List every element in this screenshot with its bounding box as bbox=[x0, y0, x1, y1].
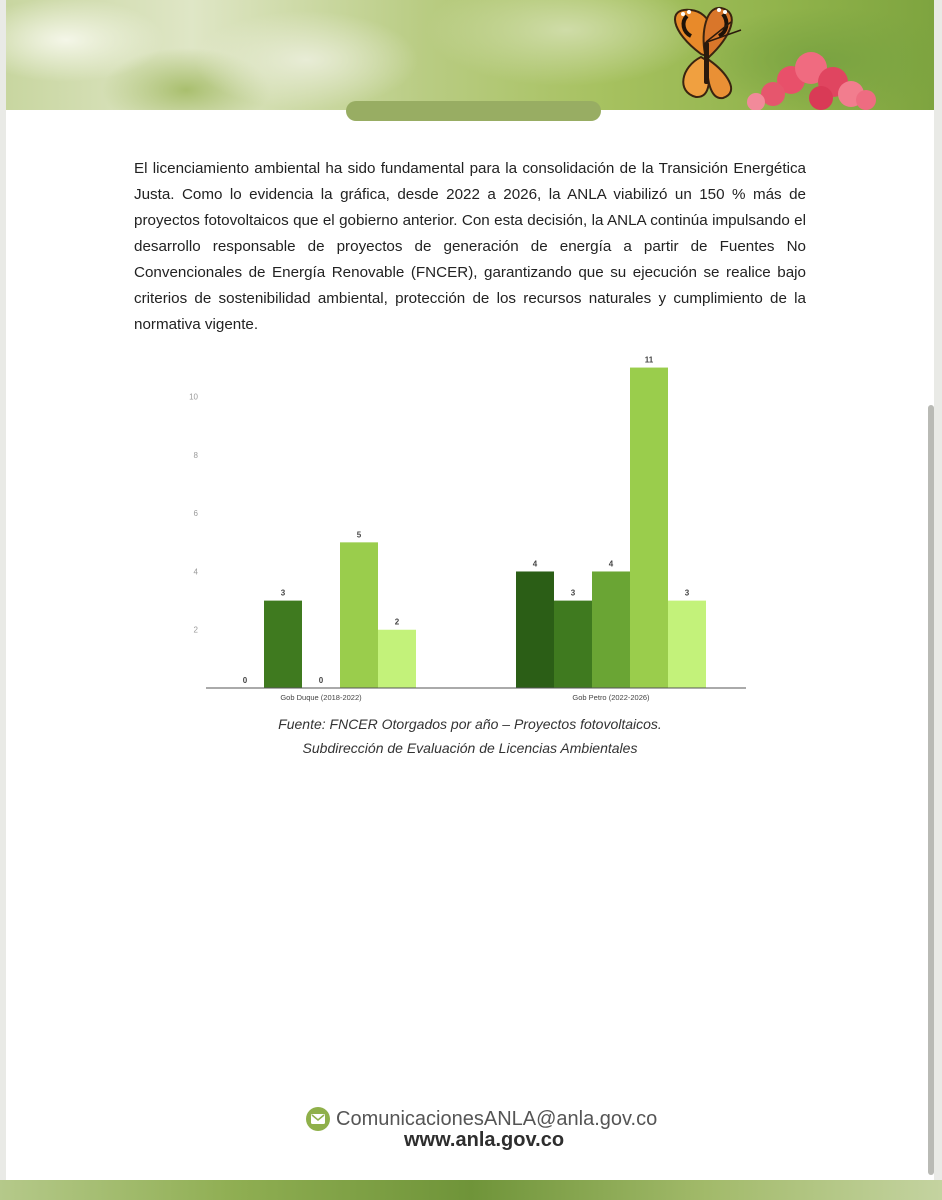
footer-banner-strip bbox=[0, 1180, 942, 1200]
bar-value-label: 5 bbox=[356, 530, 362, 540]
bar-value-label: 11 bbox=[644, 355, 654, 365]
y-tick-label: 10 bbox=[189, 392, 198, 402]
scrollbar[interactable] bbox=[928, 405, 934, 1175]
document-page bbox=[6, 0, 934, 1180]
bar-value-label: 0 bbox=[318, 676, 324, 685]
body-paragraph: El licenciamiento ambiental ha sido fundamental para la consolidación de la Transición Energética Justa. Como lo evidencia la gráfica, desde 2022 a 2026, la ANLA viabilizó un 150 % más de proyectos fotovoltaicos que el gobierno anterior. Con esta decisión, la ANLA continúa impulsando el desarrollo responsable de proyectos de generación de energía a partir de Fuentes No Convencionales de Energía Renovable (FNCER), garantizando que su ejecución se realice bajo criterios de sostenibilidad ambiental, protección de los recursos naturales y cumplimiento de la normativa vigente. bbox=[134, 160, 806, 333]
bar bbox=[378, 630, 416, 688]
bar-value-label: 4 bbox=[608, 559, 614, 569]
butterfly-flower-illustration bbox=[661, 2, 886, 110]
butterfly bbox=[675, 8, 741, 98]
y-tick-label: 2 bbox=[193, 625, 198, 635]
bar bbox=[668, 601, 706, 688]
y-tick-label: 4 bbox=[193, 567, 198, 577]
footer-email-link[interactable]: ComunicacionesANLA@anla.gov.co bbox=[336, 1107, 658, 1130]
envelope-icon bbox=[306, 1107, 330, 1131]
banner-accent-bar bbox=[346, 101, 601, 121]
bar-value-label: 4 bbox=[532, 559, 538, 569]
bar-value-label: 3 bbox=[570, 588, 576, 598]
y-tick-label: 6 bbox=[193, 509, 198, 519]
bar-chart bbox=[176, 338, 756, 708]
x-category-label: Gob Duque (2018-2022) bbox=[280, 693, 362, 702]
bar bbox=[516, 571, 554, 688]
bar bbox=[554, 601, 592, 688]
chart-caption-source: Fuente: FNCER Otorgados por año – Proyectos fotovoltaicos. bbox=[278, 716, 662, 732]
bar-value-label: 2 bbox=[394, 617, 400, 627]
bar-value-label: 0 bbox=[242, 676, 248, 685]
bar bbox=[630, 368, 668, 688]
bar-value-label: 3 bbox=[684, 588, 690, 598]
footer-website-link[interactable]: www.anla.gov.co bbox=[404, 1129, 565, 1151]
bar bbox=[592, 571, 630, 688]
bar bbox=[264, 601, 302, 688]
y-tick-label: 8 bbox=[193, 450, 198, 460]
bar bbox=[340, 542, 378, 688]
bar-value-label: 3 bbox=[280, 588, 286, 598]
chart-caption-subdirection: Subdirección de Evaluación de Licencias Ambientales bbox=[302, 740, 638, 756]
x-category-label: Gob Petro (2022-2026) bbox=[572, 693, 650, 702]
flower-cluster bbox=[747, 52, 876, 110]
